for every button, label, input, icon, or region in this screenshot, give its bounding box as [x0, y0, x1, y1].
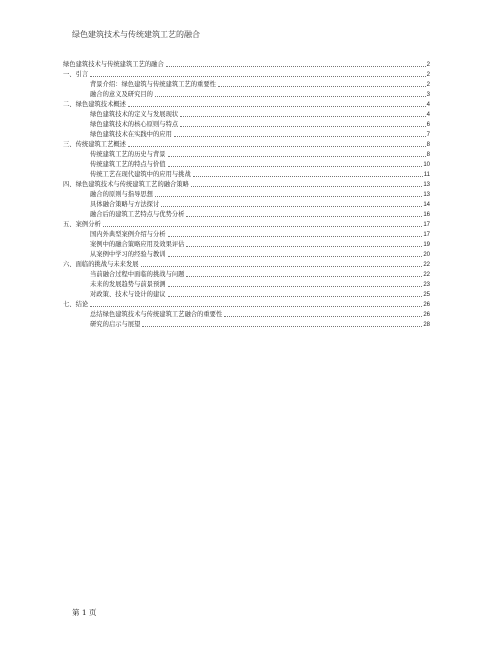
toc-subsection-entry[interactable] — [63, 280, 430, 290]
toc-entry-page-number: 13 — [423, 182, 430, 188]
toc-subsection-entry[interactable] — [63, 110, 430, 120]
toc-entry-label: 传统建筑工艺的历史与背景 — [90, 151, 166, 158]
dot-leader — [90, 76, 425, 77]
toc-entry-label: 融合的意义及研究目的 — [90, 91, 153, 98]
toc-subsection-entry[interactable] — [63, 120, 430, 130]
toc-entry-page-number: 11 — [423, 172, 430, 178]
dot-leader — [218, 86, 426, 87]
toc-entry-page-number: 4 — [426, 112, 430, 118]
toc-entry-label: 绿色建筑技术在实践中的应用 — [90, 131, 172, 138]
toc-subsection-entry[interactable] — [63, 270, 430, 280]
toc-entry-page-number: 26 — [423, 312, 430, 318]
toc-subsection-entry[interactable] — [63, 200, 430, 210]
toc-section-entry[interactable] — [63, 100, 430, 110]
toc-section-entry[interactable] — [63, 70, 430, 80]
toc-entry-page-number: 2 — [426, 72, 430, 78]
toc-entry-label: 对政策、技术与设计的建议 — [90, 291, 166, 298]
toc-section-entry[interactable] — [63, 140, 430, 150]
table-of-contents — [63, 60, 430, 330]
toc-section-entry[interactable] — [63, 300, 430, 310]
toc-subsection-entry[interactable] — [63, 250, 430, 260]
toc-entry-page-number: 14 — [423, 202, 430, 208]
toc-entry-label: 一、引言 — [63, 71, 89, 78]
toc-entry-page-number: 17 — [423, 222, 430, 228]
page-header-title: 绿色建筑技术与传统建筑工艺的融合 — [72, 30, 200, 39]
dot-leader — [166, 66, 426, 67]
toc-entry-label: 绿色建筑技术的定义与发展现状 — [90, 111, 179, 118]
dot-leader — [168, 256, 423, 257]
toc-entry-page-number: 7 — [426, 132, 430, 138]
dot-leader — [193, 176, 423, 177]
toc-entry-label: 七、结论 — [63, 301, 89, 308]
dot-leader — [155, 96, 426, 97]
toc-subsection-entry[interactable] — [63, 230, 430, 240]
toc-entry-page-number: 23 — [423, 282, 430, 288]
toc-subsection-entry[interactable] — [63, 150, 430, 160]
toc-section-entry[interactable] — [63, 180, 430, 190]
dot-leader — [128, 146, 426, 147]
dot-leader — [180, 126, 426, 127]
toc-entry-page-number: 3 — [426, 92, 430, 98]
toc-entry-page-number: 2 — [426, 62, 430, 68]
toc-subsection-entry[interactable] — [63, 170, 430, 180]
toc-entry-label: 案例中的融合策略应用及效果评估 — [90, 241, 185, 248]
dot-leader — [191, 186, 422, 187]
toc-entry-page-number: 26 — [423, 302, 430, 308]
page-number-footer: 第 1 页 — [72, 608, 97, 617]
toc-subsection-entry[interactable] — [63, 90, 430, 100]
dot-leader — [128, 106, 426, 107]
dot-leader — [103, 226, 423, 227]
toc-entry-label: 六、面临的挑战与未来发展 — [63, 261, 139, 268]
toc-entry-page-number: 22 — [423, 272, 430, 278]
dot-leader — [174, 136, 426, 137]
toc-entry-page-number: 17 — [423, 232, 430, 238]
dot-leader — [142, 326, 422, 327]
toc-entry-page-number: 2 — [426, 82, 430, 88]
toc-entry-label: 国内外典型案例介绍与分析 — [90, 231, 166, 238]
toc-entry-page-number: 25 — [423, 292, 430, 298]
toc-entry-label: 研究的启示与展望 — [90, 321, 141, 328]
toc-subsection-entry[interactable] — [63, 310, 430, 320]
toc-entry-label: 具体融合策略与方法探讨 — [90, 201, 160, 208]
toc-entry-label: 融合的原则与指导思想 — [90, 191, 153, 198]
toc-entry-label: 传统建筑工艺的特点与价值 — [90, 161, 166, 168]
dot-leader — [155, 196, 422, 197]
dot-leader — [90, 306, 422, 307]
toc-entry-page-number: 10 — [423, 162, 430, 168]
toc-entry-page-number: 13 — [423, 192, 430, 198]
dot-leader — [186, 246, 422, 247]
toc-section-entry[interactable] — [63, 220, 430, 230]
dot-leader — [168, 286, 423, 287]
toc-subsection-entry[interactable] — [63, 240, 430, 250]
toc-entry-label: 总结绿色建筑技术与传统建筑工艺融合的重要性 — [90, 311, 223, 318]
toc-entry-page-number: 28 — [423, 322, 430, 328]
toc-entry-page-number: 8 — [426, 152, 430, 158]
toc-entry-label: 从案例中学习的经验与教训 — [90, 251, 166, 258]
dot-leader — [224, 316, 422, 317]
toc-entry-label: 二、绿色建筑技术概述 — [63, 101, 126, 108]
toc-entry-label: 四、绿色建筑技术与传统建筑工艺的融合策略 — [63, 181, 189, 188]
toc-subsection-entry[interactable] — [63, 80, 430, 90]
dot-leader — [168, 236, 423, 237]
toc-subsection-entry[interactable] — [63, 320, 430, 330]
toc-subsection-entry[interactable] — [63, 160, 430, 170]
toc-entry-label: 五、案例分析 — [63, 221, 101, 228]
toc-section-entry[interactable] — [63, 260, 430, 270]
dot-leader — [168, 156, 426, 157]
toc-entry-label: 未来的发展趋势与前景预测 — [90, 281, 166, 288]
toc-entry-page-number: 4 — [426, 102, 430, 108]
toc-entry-label: 融合后的建筑工艺特点与优势分析 — [90, 211, 185, 218]
toc-subsection-entry[interactable] — [63, 290, 430, 300]
toc-title-entry[interactable] — [63, 60, 430, 70]
toc-entry-page-number: 19 — [423, 242, 430, 248]
toc-entry-label: 传统工艺在现代建筑中的应用与挑战 — [90, 171, 191, 178]
dot-leader — [168, 166, 423, 167]
dot-leader — [161, 206, 422, 207]
toc-entry-label: 当前融合过程中面临的挑战与问题 — [90, 271, 185, 278]
toc-subsection-entry[interactable] — [63, 210, 430, 220]
toc-entry-page-number: 6 — [426, 122, 430, 128]
toc-entry-label: 三、传统建筑工艺概述 — [63, 141, 126, 148]
toc-entry-label: 背景介绍：绿色建筑与传统建筑工艺的重要性 — [90, 81, 216, 88]
toc-entry-label: 绿色建筑技术与传统建筑工艺的融合 — [63, 61, 164, 68]
dot-leader — [141, 266, 423, 267]
dot-leader — [168, 296, 423, 297]
toc-subsection-entry[interactable] — [63, 190, 430, 200]
toc-entry-page-number: 22 — [423, 262, 430, 268]
dot-leader — [186, 276, 422, 277]
dot-leader — [186, 216, 422, 217]
toc-entry-label: 绿色建筑技术的核心原则与特点 — [90, 121, 179, 128]
dot-leader — [180, 116, 426, 117]
toc-entry-page-number: 16 — [423, 212, 430, 218]
toc-entry-page-number: 20 — [423, 252, 430, 258]
toc-entry-page-number: 8 — [426, 142, 430, 148]
toc-subsection-entry[interactable] — [63, 130, 430, 140]
